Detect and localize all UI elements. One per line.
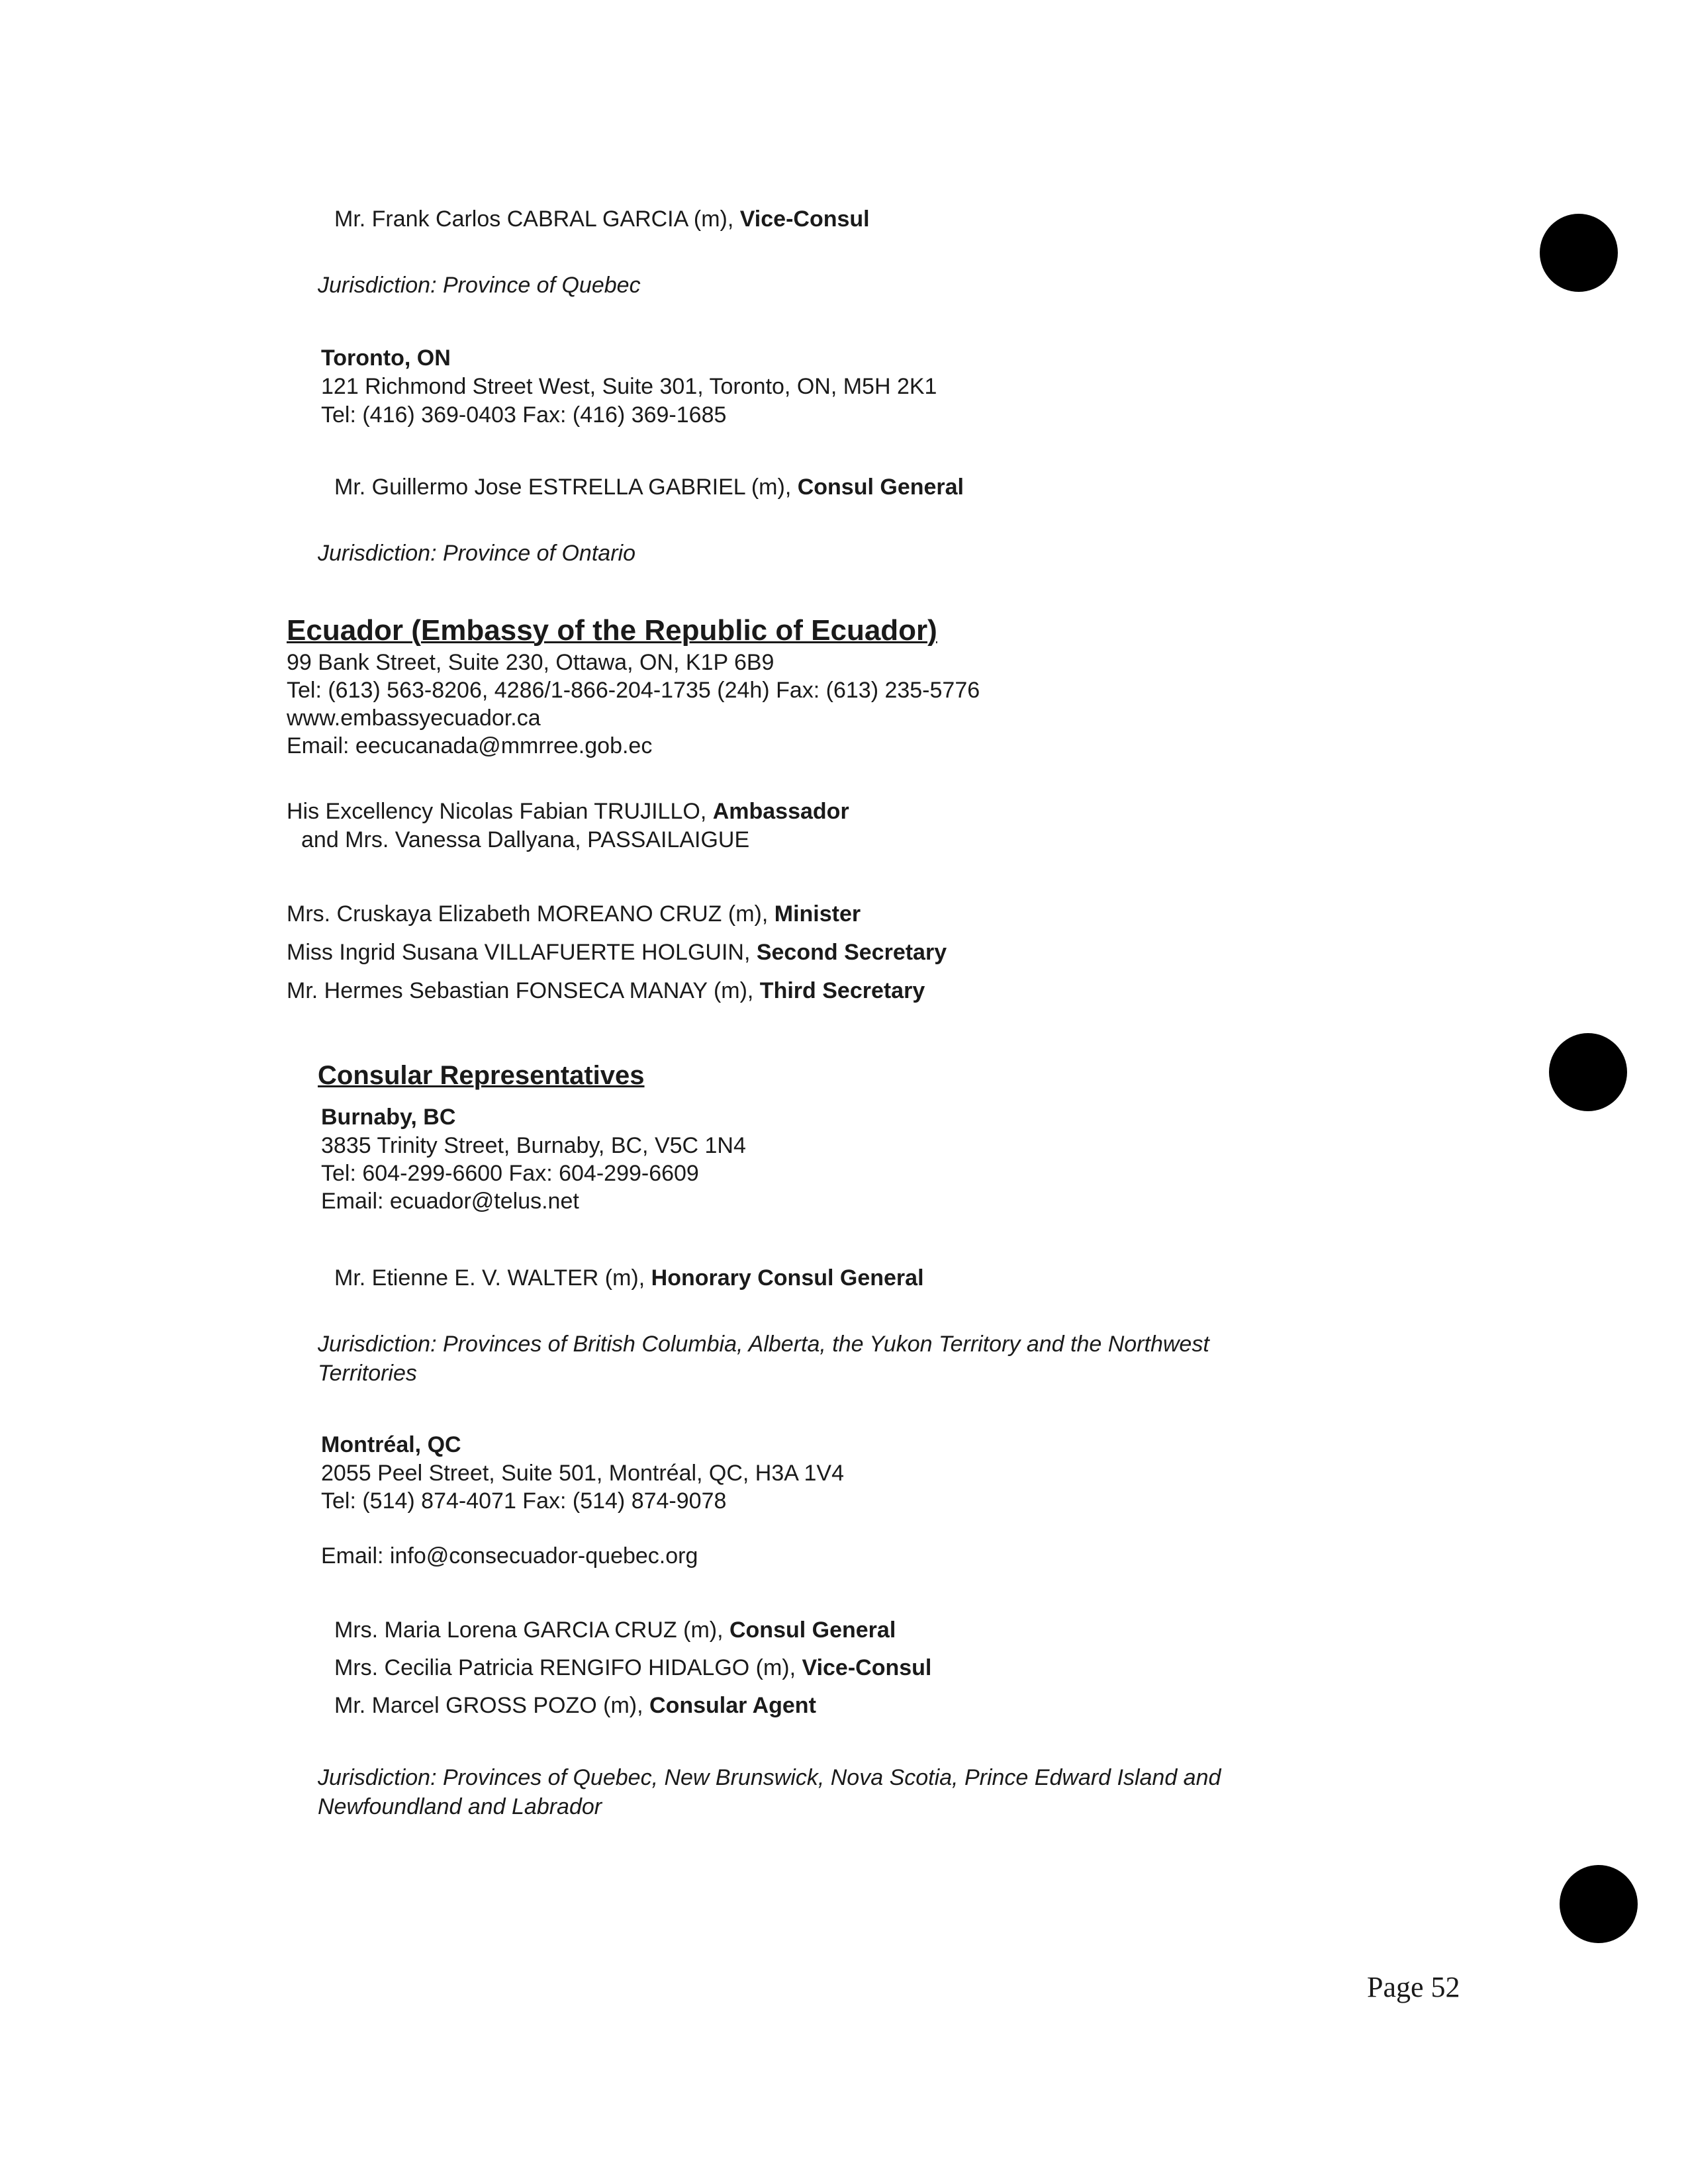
page-number: Page 52 <box>1367 1971 1460 2003</box>
toronto-phone: Tel: (416) 369-0403 Fax: (416) 369-1685 <box>321 402 727 428</box>
staff-title: Second Secretary <box>756 940 947 965</box>
staff-row <box>287 977 925 1005</box>
burnaby-address: 3835 Trinity Street, Burnaby, BC, V5C 1N4 <box>321 1133 746 1158</box>
quebec-jurisdiction: Jurisdiction: Province of Quebec <box>318 273 641 298</box>
staff-row <box>287 938 947 967</box>
embassy-address: 99 Bank Street, Suite 230, Ottawa, ON, K1P 6B9 <box>287 650 774 675</box>
embassy-phone: Tel: (613) 563-8206, 4286/1-866-204-1735 (24h) Fax: (613) 235-5776 <box>287 678 980 703</box>
burnaby-email[interactable]: Email: ecuador@telus.net <box>321 1189 579 1214</box>
montreal-officer-name: Mr. Marcel GROSS POZO (m), <box>334 1693 650 1718</box>
ambassador-line <box>287 797 849 826</box>
montreal-officer-title: Consular Agent <box>649 1693 816 1718</box>
montreal-officer-title: Vice-Consul <box>802 1655 932 1680</box>
montreal-city-heading: Montréal, QC <box>321 1432 461 1457</box>
embassy-email[interactable]: Email: eecucanada@mmrree.gob.ec <box>287 733 653 758</box>
embassy-website[interactable]: www.embassyecuador.ca <box>287 705 541 731</box>
burnaby-officer-name: Mr. Etienne E. V. WALTER (m), <box>334 1265 651 1291</box>
vice-consul-line <box>334 205 870 234</box>
toronto-address: 121 Richmond Street West, Suite 301, Toronto, ON, M5H 2K1 <box>321 374 937 399</box>
vice-consul-name: Mr. Frank Carlos CABRAL GARCIA (m), <box>334 206 740 232</box>
toronto-city-heading: Toronto, ON <box>321 345 451 371</box>
staff-title: Third Secretary <box>759 978 925 1003</box>
montreal-officer-row <box>334 1692 816 1720</box>
burnaby-officer-line <box>334 1264 924 1293</box>
toronto-consul-title: Consul General <box>797 475 964 500</box>
staff-row <box>287 900 861 929</box>
montreal-officer-title: Consul General <box>729 1617 896 1643</box>
ambassador-title: Ambassador <box>712 799 849 824</box>
staff-title: Minister <box>774 901 861 927</box>
toronto-consul-line <box>334 473 964 502</box>
burnaby-jurisdiction-line1: Jurisdiction: Provinces of British Columbia, Alberta, the Yukon Territory and the Northwest <box>318 1332 1209 1357</box>
montreal-jurisdiction-line1: Jurisdiction: Provinces of Quebec, New Brunswick, Nova Scotia, Prince Edward Island and <box>318 1765 1221 1790</box>
montreal-address: 2055 Peel Street, Suite 501, Montréal, QC, H3A 1V4 <box>321 1461 845 1486</box>
ambassador-name: His Excellency Nicolas Fabian TRUJILLO, <box>287 799 713 824</box>
montreal-officer-row <box>334 1654 931 1682</box>
punch-hole-middle <box>1549 1033 1627 1111</box>
staff-name: Mrs. Cruskaya Elizabeth MOREANO CRUZ (m), <box>287 901 774 927</box>
montreal-officer-name: Mrs. Maria Lorena GARCIA CRUZ (m), <box>334 1617 729 1643</box>
burnaby-city-heading: Burnaby, BC <box>321 1105 456 1130</box>
embassy-heading: Ecuador (Embassy of the Republic of Ecuador) <box>287 614 937 647</box>
montreal-jurisdiction-line2: Newfoundland and Labrador <box>318 1794 602 1819</box>
montreal-officer-row <box>334 1616 896 1645</box>
punch-hole-bottom <box>1560 1865 1638 1943</box>
ontario-jurisdiction: Jurisdiction: Province of Ontario <box>318 541 635 566</box>
staff-name: Mr. Hermes Sebastian FONSECA MANAY (m), <box>287 978 760 1003</box>
burnaby-phone: Tel: 604-299-6600 Fax: 604-299-6609 <box>321 1161 699 1186</box>
punch-hole-top <box>1540 214 1618 292</box>
toronto-consul-name: Mr. Guillermo Jose ESTRELLA GABRIEL (m), <box>334 475 798 500</box>
ambassador-spouse: and Mrs. Vanessa Dallyana, PASSAILAIGUE <box>301 827 750 852</box>
montreal-phone: Tel: (514) 874-4071 Fax: (514) 874-9078 <box>321 1488 727 1514</box>
vice-consul-title: Vice-Consul <box>739 206 870 232</box>
burnaby-officer-title: Honorary Consul General <box>651 1265 924 1291</box>
burnaby-jurisdiction-line2: Territories <box>318 1361 417 1386</box>
montreal-officer-name: Mrs. Cecilia Patricia RENGIFO HIDALGO (m), <box>334 1655 802 1680</box>
montreal-email[interactable]: Email: info@consecuador-quebec.org <box>321 1543 698 1569</box>
consular-heading: Consular Representatives <box>318 1061 645 1090</box>
staff-name: Miss Ingrid Susana VILLAFUERTE HOLGUIN, <box>287 940 757 965</box>
